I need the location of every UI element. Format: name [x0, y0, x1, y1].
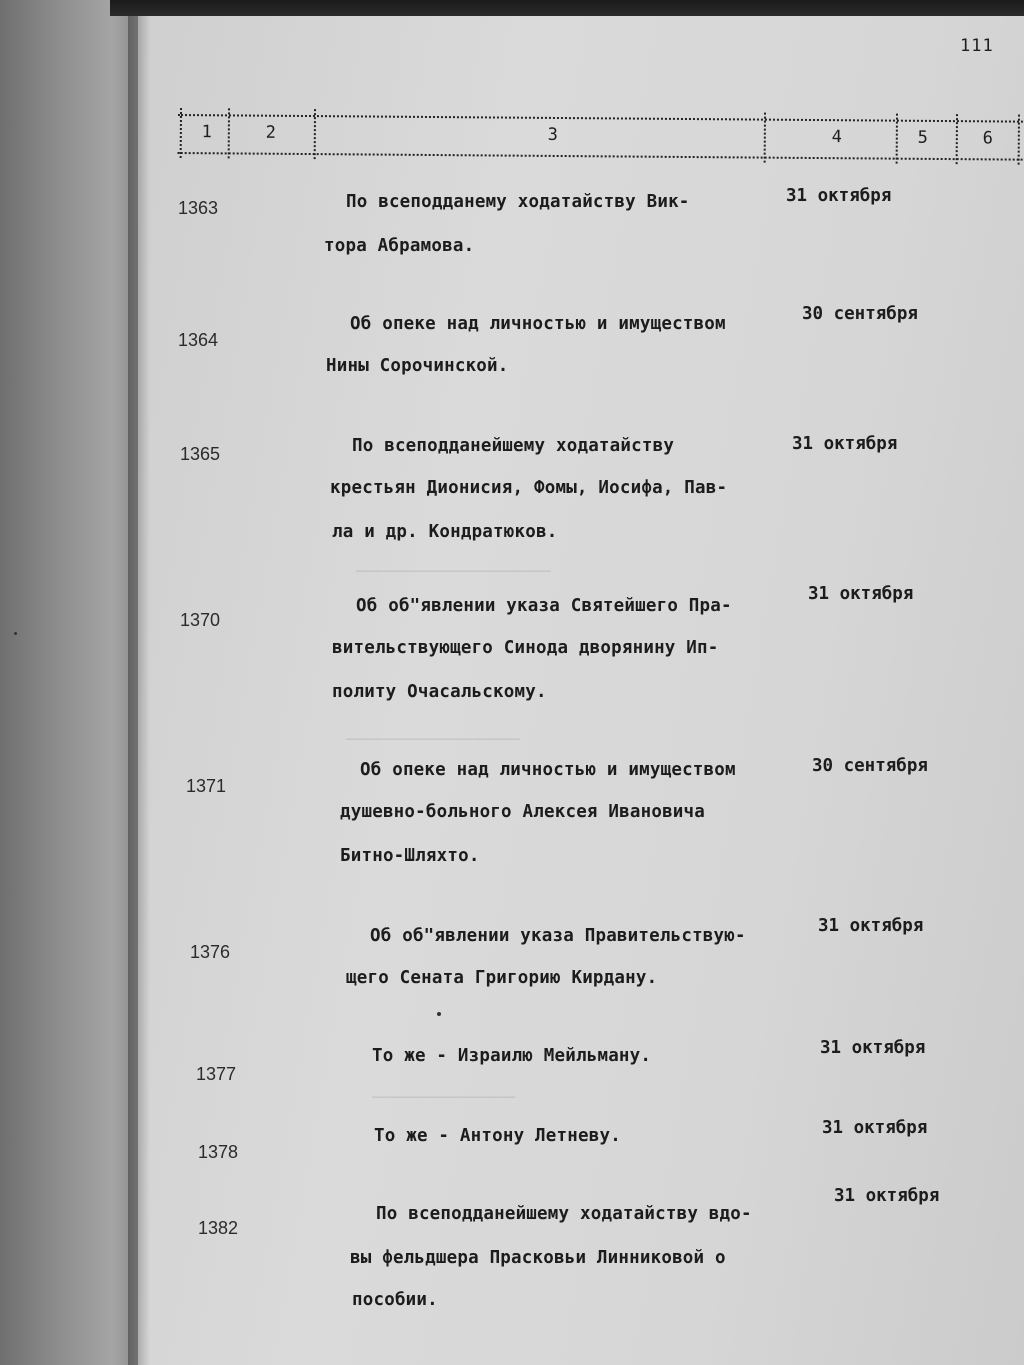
table-header — [178, 112, 1023, 163]
entry-text-line: ла и др. Кондратюков. — [332, 522, 558, 542]
entry-number: 1364 — [178, 330, 219, 350]
entry-text-line: пособии. — [352, 1290, 438, 1310]
entry-text-line: Битно-Шляхто. — [340, 846, 480, 866]
entry-number: 1382 — [198, 1218, 239, 1238]
entry-text-line: вы фельдшера Прасковьи Линниковой о — [350, 1248, 726, 1268]
entry-number: 1363 — [178, 198, 219, 218]
paper-speck — [437, 1012, 441, 1016]
top-dark-edge — [110, 0, 1024, 16]
entry-date: 30 сентября — [802, 304, 918, 324]
header-divider — [180, 108, 182, 158]
entry-text-line: Об об"явлении указа Святейшего Пра- — [356, 596, 732, 616]
binding-shadow — [128, 0, 150, 1365]
entry-text-line: Об об"явлении указа Правительствую- — [370, 926, 746, 946]
paper-speck — [14, 632, 17, 635]
entry-date: 31 октября — [792, 434, 898, 454]
header-divider — [896, 114, 898, 164]
entry-number: 1378 — [198, 1142, 239, 1162]
facing-page-edge — [0, 0, 140, 1365]
column-header-1: 1 — [201, 122, 213, 143]
header-divider — [1018, 115, 1020, 165]
column-header-4: 4 — [831, 127, 843, 148]
entry-text-line: То же - Израилю Мейльману. — [372, 1046, 652, 1066]
entry-date: 31 октября — [808, 584, 914, 604]
entry-number: 1377 — [196, 1064, 237, 1084]
page-number: 111 — [960, 36, 994, 56]
entry-number: 1371 — [186, 776, 227, 796]
entry-text-line: политу Очасальскому. — [332, 682, 547, 702]
entry-number: 1365 — [180, 444, 221, 464]
entry-text-line: крестьян Дионисия, Фомы, Иосифа, Пав- — [330, 478, 728, 498]
entry-date: 31 октября — [822, 1118, 928, 1138]
bleed-through-text: ────────────── — [372, 1088, 516, 1108]
document-page — [138, 14, 1024, 1365]
entry-text-line: Нины Сорочинской. — [326, 356, 509, 376]
entry-number: 1376 — [190, 942, 231, 962]
entry-text-line: То же - Антону Летневу. — [374, 1126, 621, 1146]
entry-text-line: тора Абрамова. — [324, 236, 475, 256]
column-header-5: 5 — [917, 127, 929, 148]
column-header-3: 3 — [547, 124, 559, 145]
entry-text-line: щего Сената Григорию Кирдану. — [346, 968, 658, 988]
header-divider — [764, 113, 766, 163]
entry-date: 31 октября — [818, 916, 924, 936]
entry-text-line: По всеподданейшему ходатайству вдо- — [376, 1204, 752, 1224]
entry-date: 31 октября — [820, 1038, 926, 1058]
entry-date: 31 октября — [786, 186, 892, 206]
entry-date: 30 сентября — [812, 756, 928, 776]
entry-text-line: душевно-больного Алексея Ивановича — [340, 802, 706, 822]
header-divider — [314, 109, 316, 159]
column-header-6: 6 — [982, 128, 994, 149]
bleed-through-text: ─────────────────── — [356, 562, 551, 582]
header-divider — [228, 108, 230, 158]
column-header-2: 2 — [265, 122, 277, 143]
entry-date: 31 октября — [834, 1186, 940, 1206]
entry-text-line: Об опеке над личностью и имуществом — [350, 314, 726, 334]
entry-text-line: По всеподданему ходатайству Вик- — [346, 192, 690, 212]
header-divider — [956, 114, 958, 164]
entry-text-line: По всеподданейшему ходатайству — [352, 436, 675, 456]
entry-text-line: вительствующего Синода дворянину Ип- — [332, 638, 719, 658]
entry-text-line: Об опеке над личностью и имуществом — [360, 760, 736, 780]
bleed-through-text: ───────────────── — [346, 730, 520, 750]
entry-number: 1370 — [180, 610, 221, 630]
